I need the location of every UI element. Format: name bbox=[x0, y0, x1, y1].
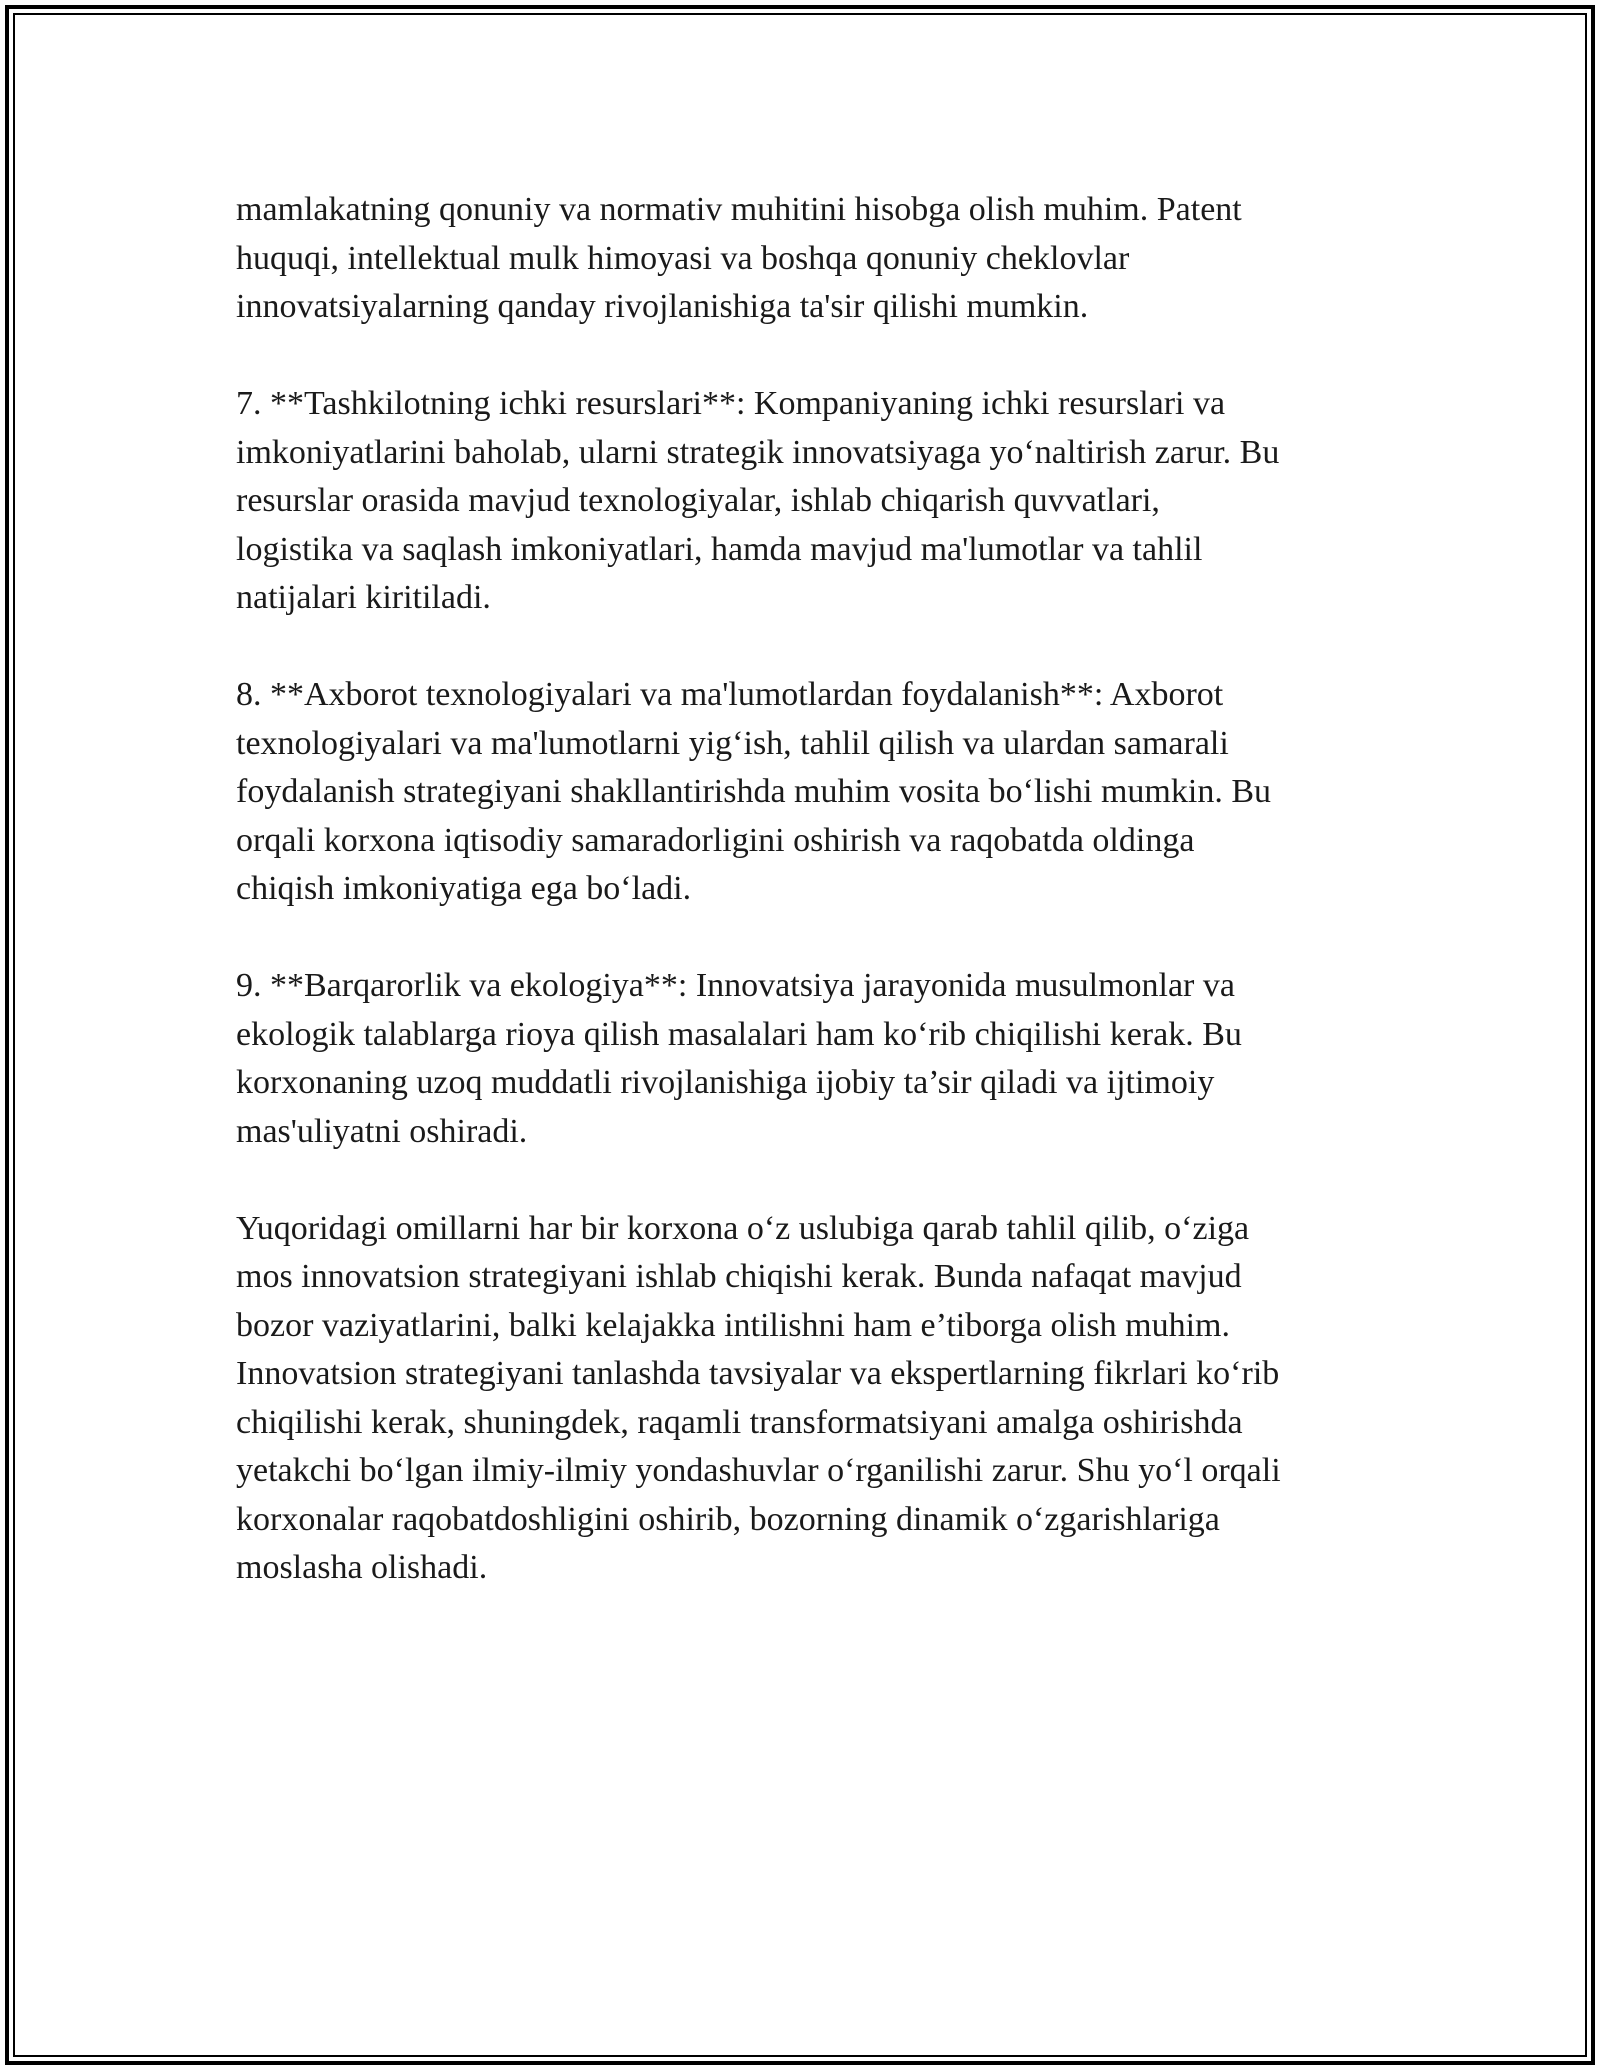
paragraph-legal-environment: mamlakatning qonuniy va normativ muhitini hisobga olish muhim. Patent huquqi, intellektual mulk himoyasi va boshqa qonuniy cheklovlar innovatsiyalarning qanday rivojlanishiga ta'sir qilishi mumkin. bbox=[236, 191, 1242, 325]
document-body bbox=[236, 186, 1406, 1593]
paragraph-conclusion: Yuqoridagi omillarni har bir korxona o‘z uslubiga qarab tahlil qilib, o‘ziga mos innovatsion strategiyani ishlab chiqishi kerak. Bunda nafaqat mavjud bozor vaziyatlarini, balki kelajakka intilishni ham e’tiborga olish muhim. Innovatsion strategiyani tanlashda tavsiyalar va ekspertlarning fikrlari ko‘rib chiqilishi kerak, shuningdek, raqamli transformatsiyani amalga oshirishda yetakchi bo‘lgan ilmiy-ilmiy yondashuvlar o‘rganilishi zarur. Shu yo‘l orqali korxonalar raqobatdoshligini oshirib, bozorning dinamik o‘zgarishlariga moslasha olishadi. bbox=[236, 1209, 1281, 1586]
paragraph-internal-resources: 7. **Tashkilotning ichki resurslari**: Kompaniyaning ichki resurslari va imkoniyatlarini baholab, ularni strategik innovatsiyaga yo‘naltirish zarur. Bu resurslar orasida mavjud texnologiyalar, ishlab chiqarish quvvatlari, logistika va saqlash imkoniyatlari, hamda mavjud ma'lumotlar va tahlil natijalari kiritiladi. bbox=[236, 385, 1280, 616]
paragraph-sustainability-ecology: 9. **Barqarorlik va ekologiya**: Innovatsiya jarayonida musulmonlar va ekologik talablarga rioya qilish masalalari ham ko‘rib chiqilishi kerak. Bu korxonaning uzoq muddatli rivojlanishiga ijobiy ta’sir qiladi va ijtimoiy mas'uliyatni oshiradi. bbox=[236, 967, 1242, 1150]
paragraph-information-technology: 8. **Axborot texnologiyalari va ma'lumotlardan foydalanish**: Axborot texnologiyalari va ma'lumotlarni yig‘ish, tahlil qilish va ulardan samarali foydalanish strategiyani shakllantirishda muhim vosita bo‘lishi mumkin. Bu orqali korxona iqtisodiy samaradorligini oshirish va raqobatda oldinga chiqish imkoniyatiga ega bo‘ladi. bbox=[236, 676, 1271, 907]
